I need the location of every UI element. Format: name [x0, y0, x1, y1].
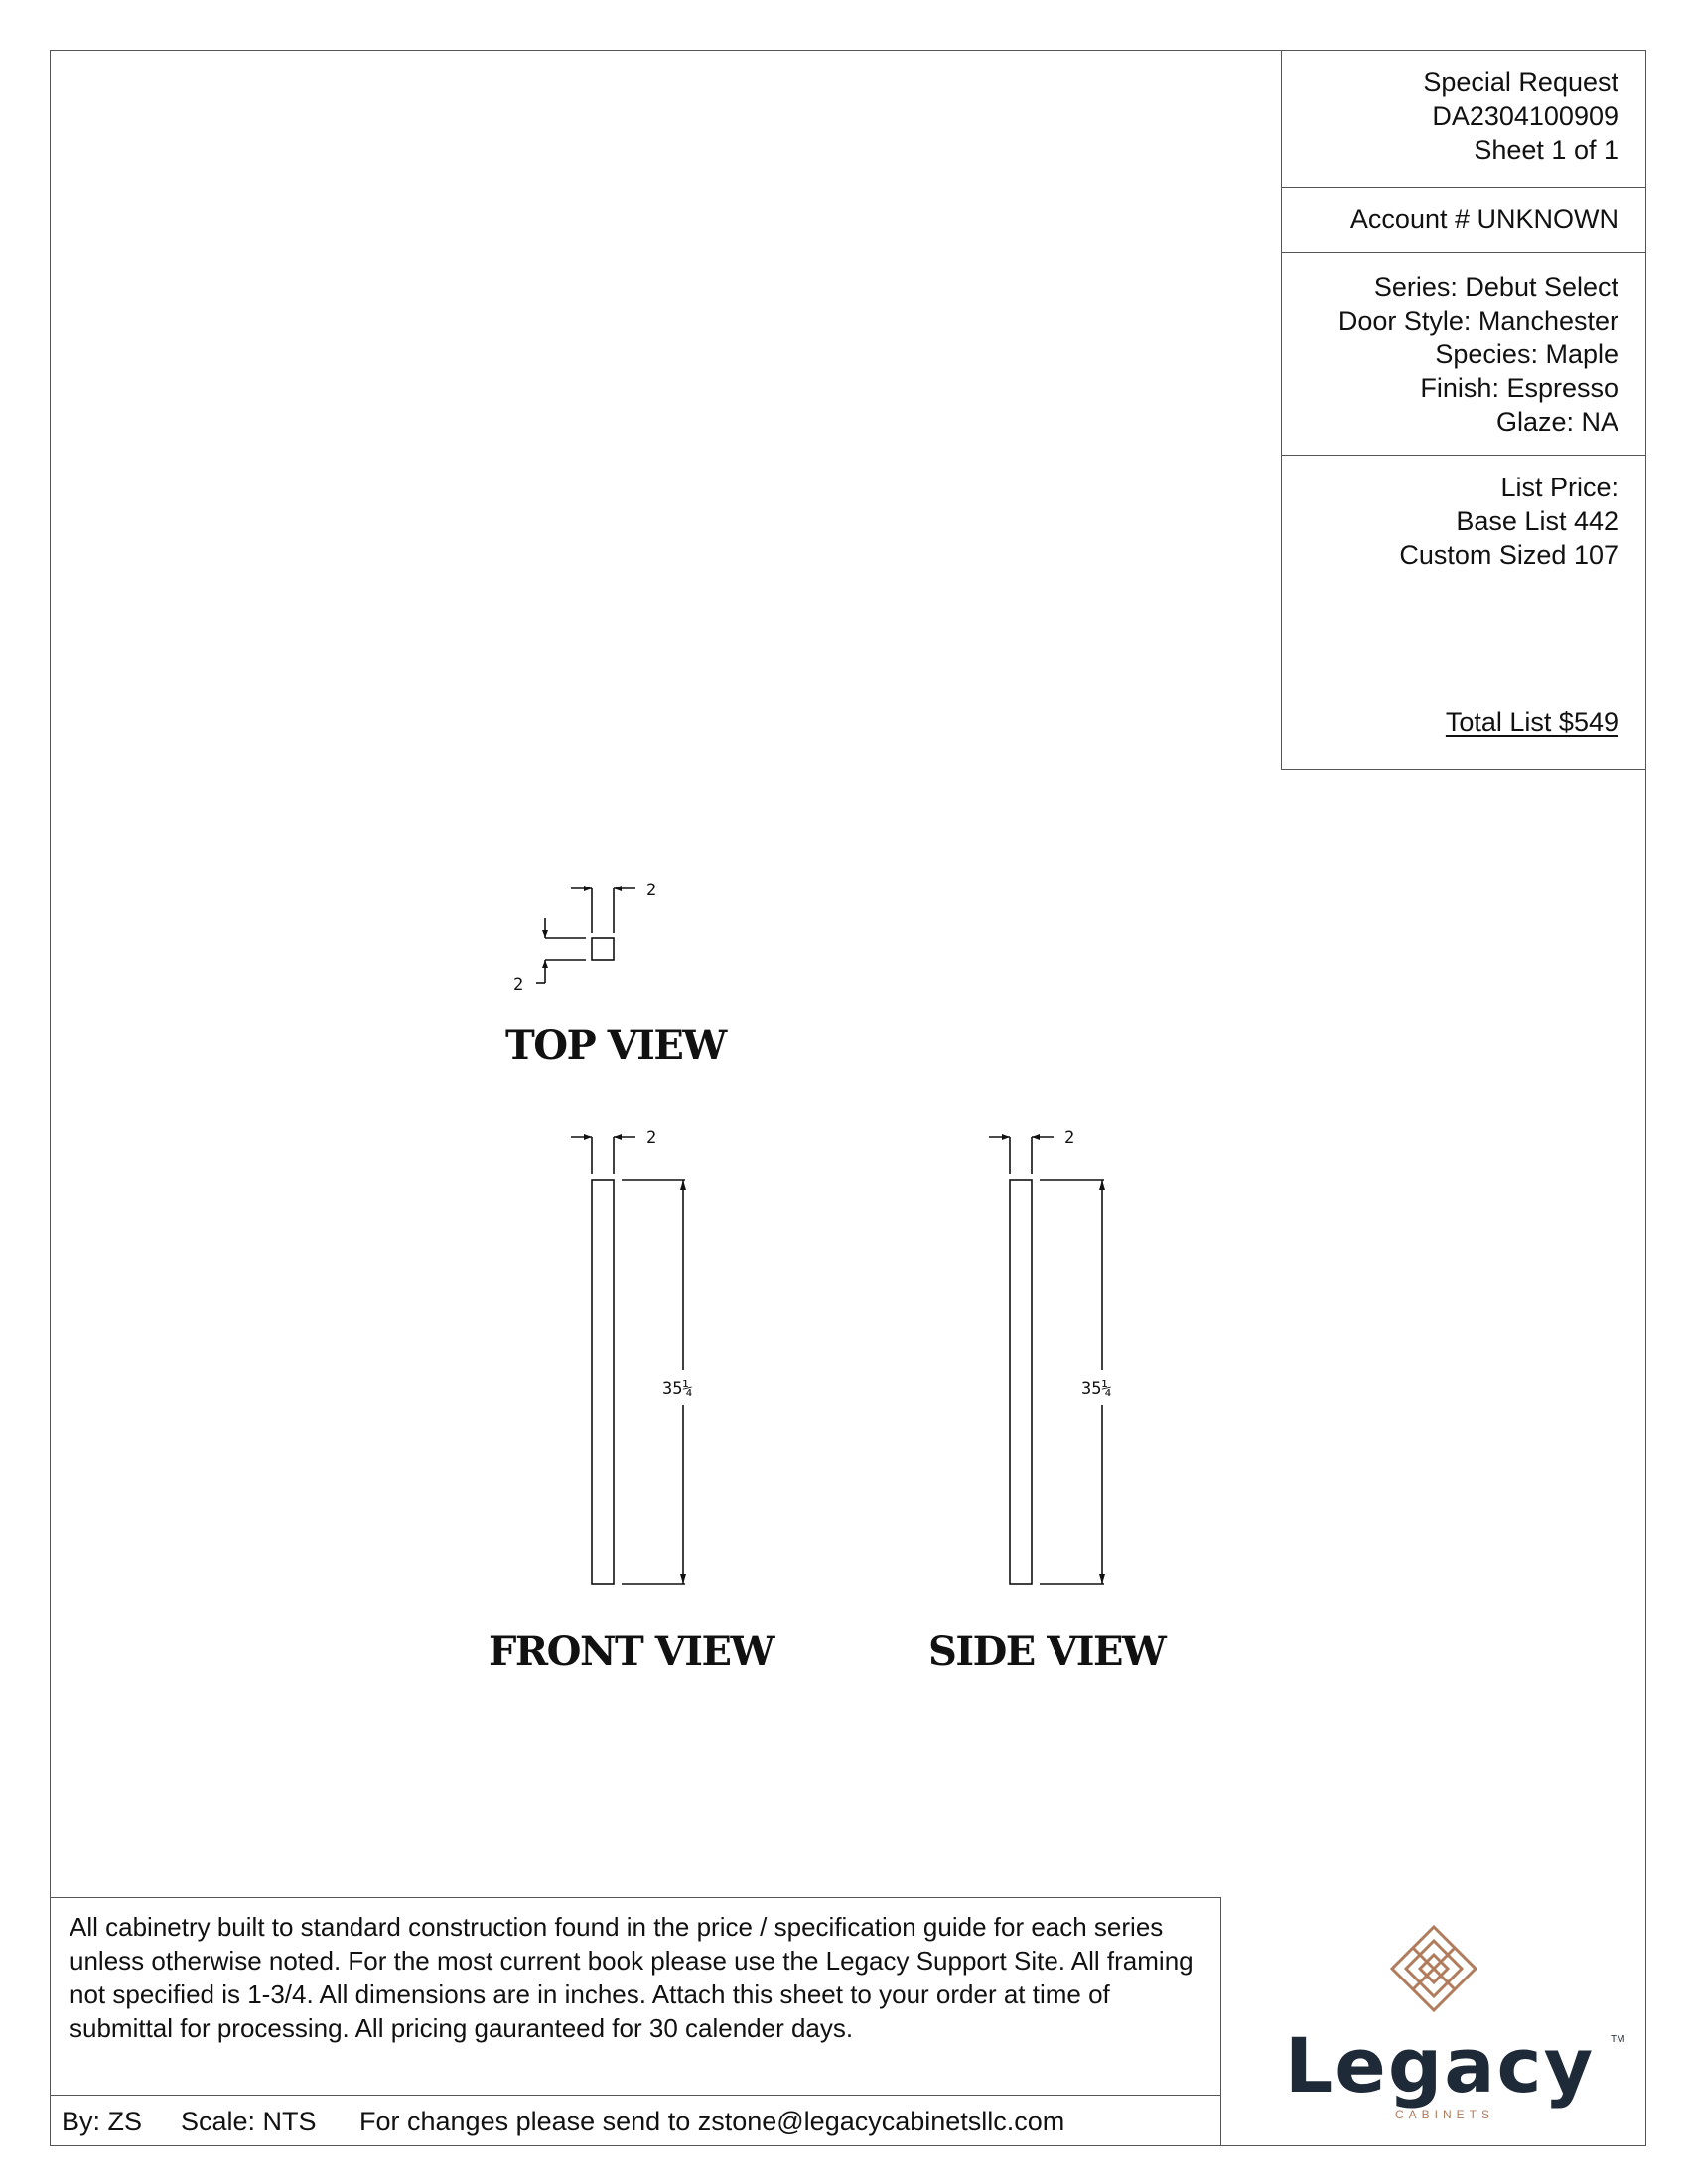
drawn-by: By: ZS — [62, 2107, 143, 2136]
side-view-drawing — [989, 1137, 1104, 1584]
notes-text: All cabinetry built to standard construction found in the price / specification guide for each series unless otherwise noted. For the most current book please use the Legacy Support Site. All framing not specified is 1-3/4. All dimensions are in inches. Attach this sheet to your order at time of submittal for processing. All pricing gauranteed for 30 calender days. — [70, 1912, 1194, 2043]
legacy-logo — [1221, 1897, 1646, 2146]
scale: Scale: NTS — [181, 2107, 317, 2136]
glaze: Glaze: NA — [1495, 407, 1618, 437]
top-view-outline — [592, 938, 614, 960]
contact-note[interactable]: For changes please send to zstone@legacycabinetsllc.com — [359, 2107, 1065, 2136]
request-type: Special Request — [1423, 68, 1618, 97]
footer-info-bar — [50, 2095, 1221, 2146]
custom-sized: Custom Sized 107 — [1399, 540, 1618, 570]
species: Species: Maple — [1435, 340, 1618, 369]
base-list: Base List 442 — [1456, 506, 1618, 536]
side-view-outline — [1010, 1180, 1032, 1584]
front-view-drawing — [571, 1137, 685, 1584]
top-view-drawing — [536, 888, 635, 983]
side-view-height-dim: 35¼ — [1081, 1379, 1112, 1399]
top-view-title: TOP VIEW — [505, 1023, 726, 1069]
account-number: Account # UNKNOWN — [1349, 205, 1618, 234]
finish: Finish: Espresso — [1420, 373, 1618, 403]
list-price-heading: List Price: — [1500, 473, 1618, 502]
construction-notes — [50, 1897, 1221, 2095]
total-list: Total List $549 — [1445, 707, 1618, 737]
front-view-title: FRONT VIEW — [489, 1628, 774, 1675]
sheet-number: Sheet 1 of 1 — [1474, 135, 1618, 165]
front-view-height-dim: 35¼ — [662, 1379, 693, 1399]
trademark-mark: TM — [1611, 2034, 1625, 2045]
door-style: Door Style: Manchester — [1337, 306, 1618, 336]
front-view-width-dim: 2 — [646, 1128, 657, 1148]
diamond-emblem-icon — [1221, 1897, 1646, 2026]
legacy-wordmark: Legacy — [1284, 2021, 1596, 2110]
top-view-width-dim: 2 — [646, 881, 657, 900]
front-view-outline — [592, 1180, 614, 1584]
request-number: DA2304100909 — [1432, 101, 1618, 131]
side-view-title: SIDE VIEW — [928, 1628, 1166, 1675]
top-view-depth-dim: 2 — [513, 975, 524, 995]
side-view-width-dim: 2 — [1064, 1128, 1075, 1148]
series: Series: Debut Select — [1373, 272, 1618, 302]
legacy-submark: CABINETS — [1394, 2108, 1494, 2121]
